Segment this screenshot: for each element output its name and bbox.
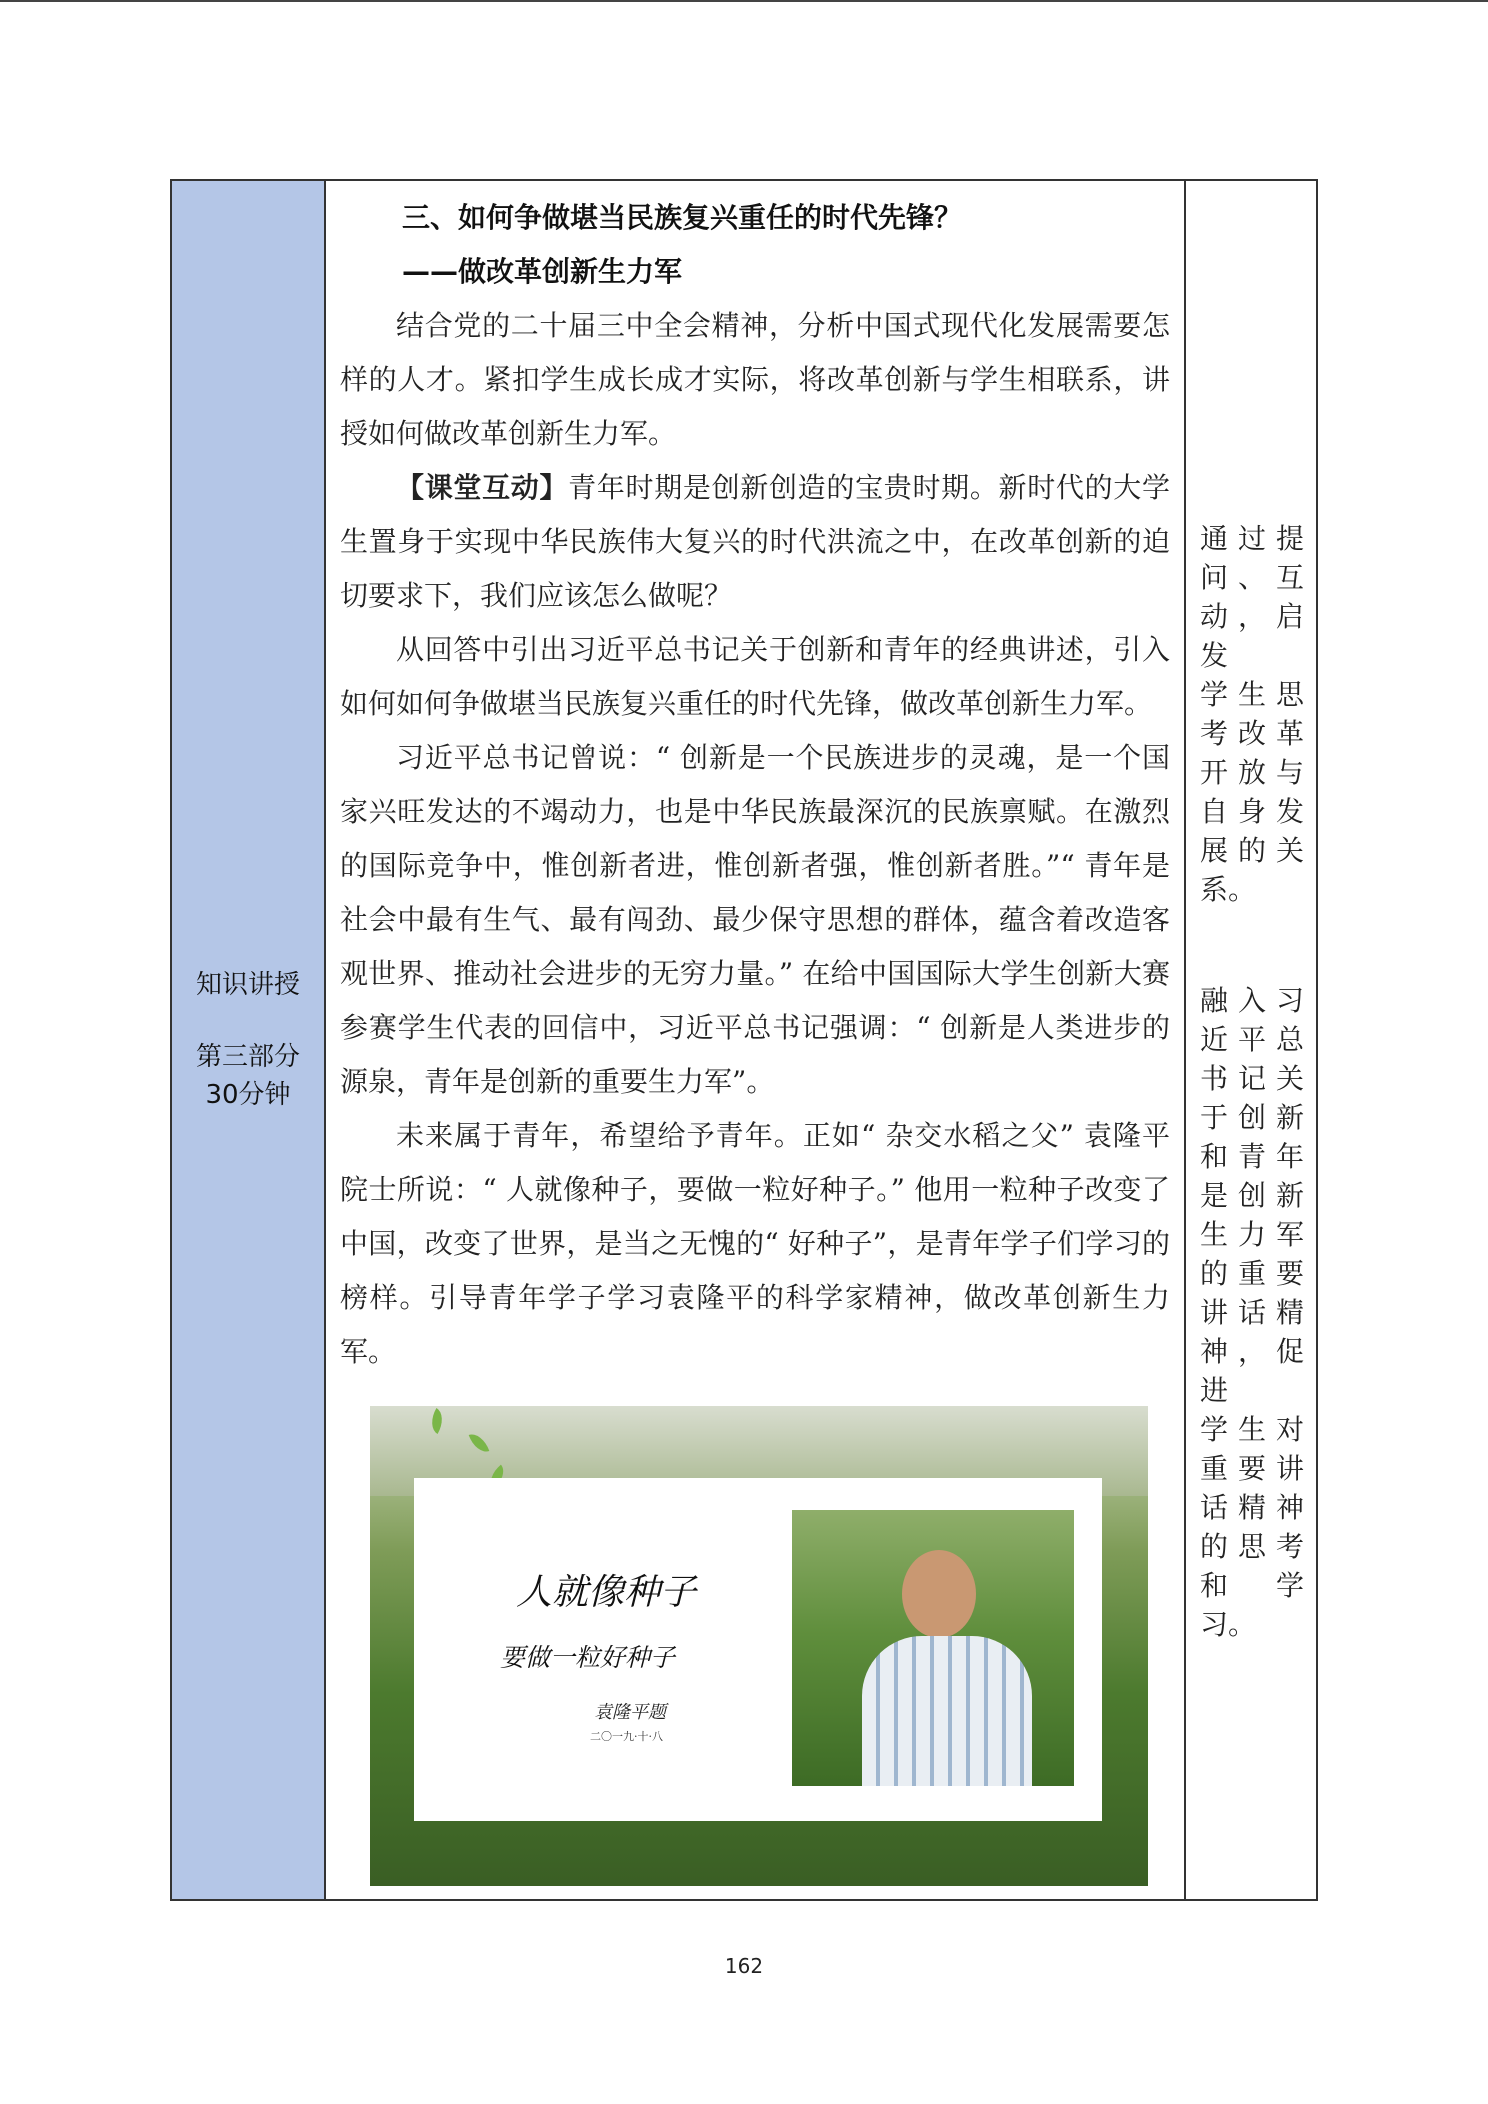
yuan-longping-image <box>370 1406 1148 1886</box>
design-intent-note-1 <box>1200 519 1304 909</box>
note-line: 考改革 <box>1200 717 1304 750</box>
section-type-label: 知识讲授 <box>195 970 300 1000</box>
note-line: 重要讲 <box>1200 1452 1304 1485</box>
classroom-interaction-text: 青年时期是创新创造的宝贵时期。新时代的大学生置身于实现中华民族伟大复兴的时代洪流之中，在改革创新的迫切要求下，我们应该怎么做呢？ <box>340 471 1170 612</box>
note-line: 和青年 <box>1200 1140 1304 1173</box>
portrait-photo <box>792 1510 1074 1786</box>
portrait-face <box>902 1550 976 1638</box>
teaching-content-cell <box>326 181 1186 1899</box>
design-intent-note-2 <box>1200 981 1304 1644</box>
note-line: 通过提 <box>1200 522 1304 555</box>
section-heading: 三、如何争做堪当民族复兴重任的时代先锋？ <box>402 201 963 234</box>
content-paragraph-5: 未来属于青年，希望给予青年。正如“ 杂交水稻之父” 袁隆平院士所说：“ 人就像种子，要做一粒好种子。” 他用一粒种子改变了中国，改变了世界，是当之无愧的“ 好种子”，是青年学子们学习的榜样。引导青年学子学习袁隆平的科学家精神，做改革创新生力军。 <box>340 1119 1170 1368</box>
note-line: 问、互 <box>1200 561 1304 594</box>
note-line: 动，启发 <box>1200 600 1304 672</box>
note-line: 生力军 <box>1200 1218 1304 1251</box>
quote-card <box>414 1478 1102 1821</box>
note-line: 神，促进 <box>1200 1335 1304 1407</box>
note-line: 近平总 <box>1200 1023 1304 1056</box>
note-line: 展的关 <box>1200 834 1304 867</box>
section-part-label: 第三部分 <box>195 1042 300 1072</box>
content-paragraph-2 <box>340 461 1170 623</box>
top-border-line <box>0 0 1488 2</box>
note-line: 和学习。 <box>1200 1569 1304 1641</box>
note-line: 学生对 <box>1200 1413 1304 1446</box>
calligraphy-line-1: 人就像种子 <box>516 1572 697 1613</box>
section-label-cell <box>172 181 326 1899</box>
note-line: 学生思 <box>1200 678 1304 711</box>
note-line: 开放与 <box>1200 756 1304 789</box>
calligraphy-date: 二〇一九·十·八 <box>590 1730 663 1743</box>
note-line: 的思考 <box>1200 1530 1304 1563</box>
classroom-interaction-tag: 【课堂互动】 <box>396 471 569 504</box>
page-number: 162 <box>724 1954 764 1978</box>
content-paragraph-4: 习近平总书记曾说：“ 创新是一个民族进步的灵魂，是一个国家兴旺发达的不竭动力，也是中华民族最深沉的民族禀赋。在激烈的国际竞争中，惟创新者进，惟创新者强，惟创新者胜。”“ 青年是社会中最有生气、最有闯劲、最少保守思想的群体，蕴含着改造客观世界、推动社会进步的无穷力量。” 在给中国国际大学生创新大赛参赛学生代表的回信中，习近平总书记强调：“ 创新是人类进步的源泉，青年是创新的重要生力军”。 <box>340 741 1170 1098</box>
note-line: 是创新 <box>1200 1179 1304 1212</box>
calligraphy-line-2: 要做一粒好种子 <box>500 1643 676 1672</box>
portrait-shirt <box>862 1636 1032 1786</box>
note-line: 的重要 <box>1200 1257 1304 1290</box>
section-subheading: ——做改革创新生力军 <box>402 255 683 288</box>
note-line: 书记关 <box>1200 1062 1304 1095</box>
note-line: 讲话精 <box>1200 1296 1304 1329</box>
note-line: 自身发 <box>1200 795 1304 828</box>
note-line: 于创新 <box>1200 1101 1304 1134</box>
content-paragraph-3: 从回答中引出习近平总书记关于创新和青年的经典讲述，引入如何如何争做堪当民族复兴重任的时代先锋，做改革创新生力军。 <box>340 633 1170 720</box>
note-line: 系。 <box>1200 873 1257 906</box>
section-duration-label: 30分钟 <box>205 1080 291 1110</box>
content-paragraph-1: 结合党的二十届三中全会精神，分析中国式现代化发展需要怎样的人才。紧扣学生成长成才实际，将改革创新与学生相联系，讲授如何做改革创新生力军。 <box>340 309 1170 450</box>
calligraphy-signature: 袁隆平题 <box>594 1702 666 1723</box>
note-line: 融入习 <box>1200 984 1304 1017</box>
note-line: 话精神 <box>1200 1491 1304 1524</box>
lesson-plan-table <box>170 179 1318 1901</box>
design-intent-cell <box>1186 181 1316 1899</box>
